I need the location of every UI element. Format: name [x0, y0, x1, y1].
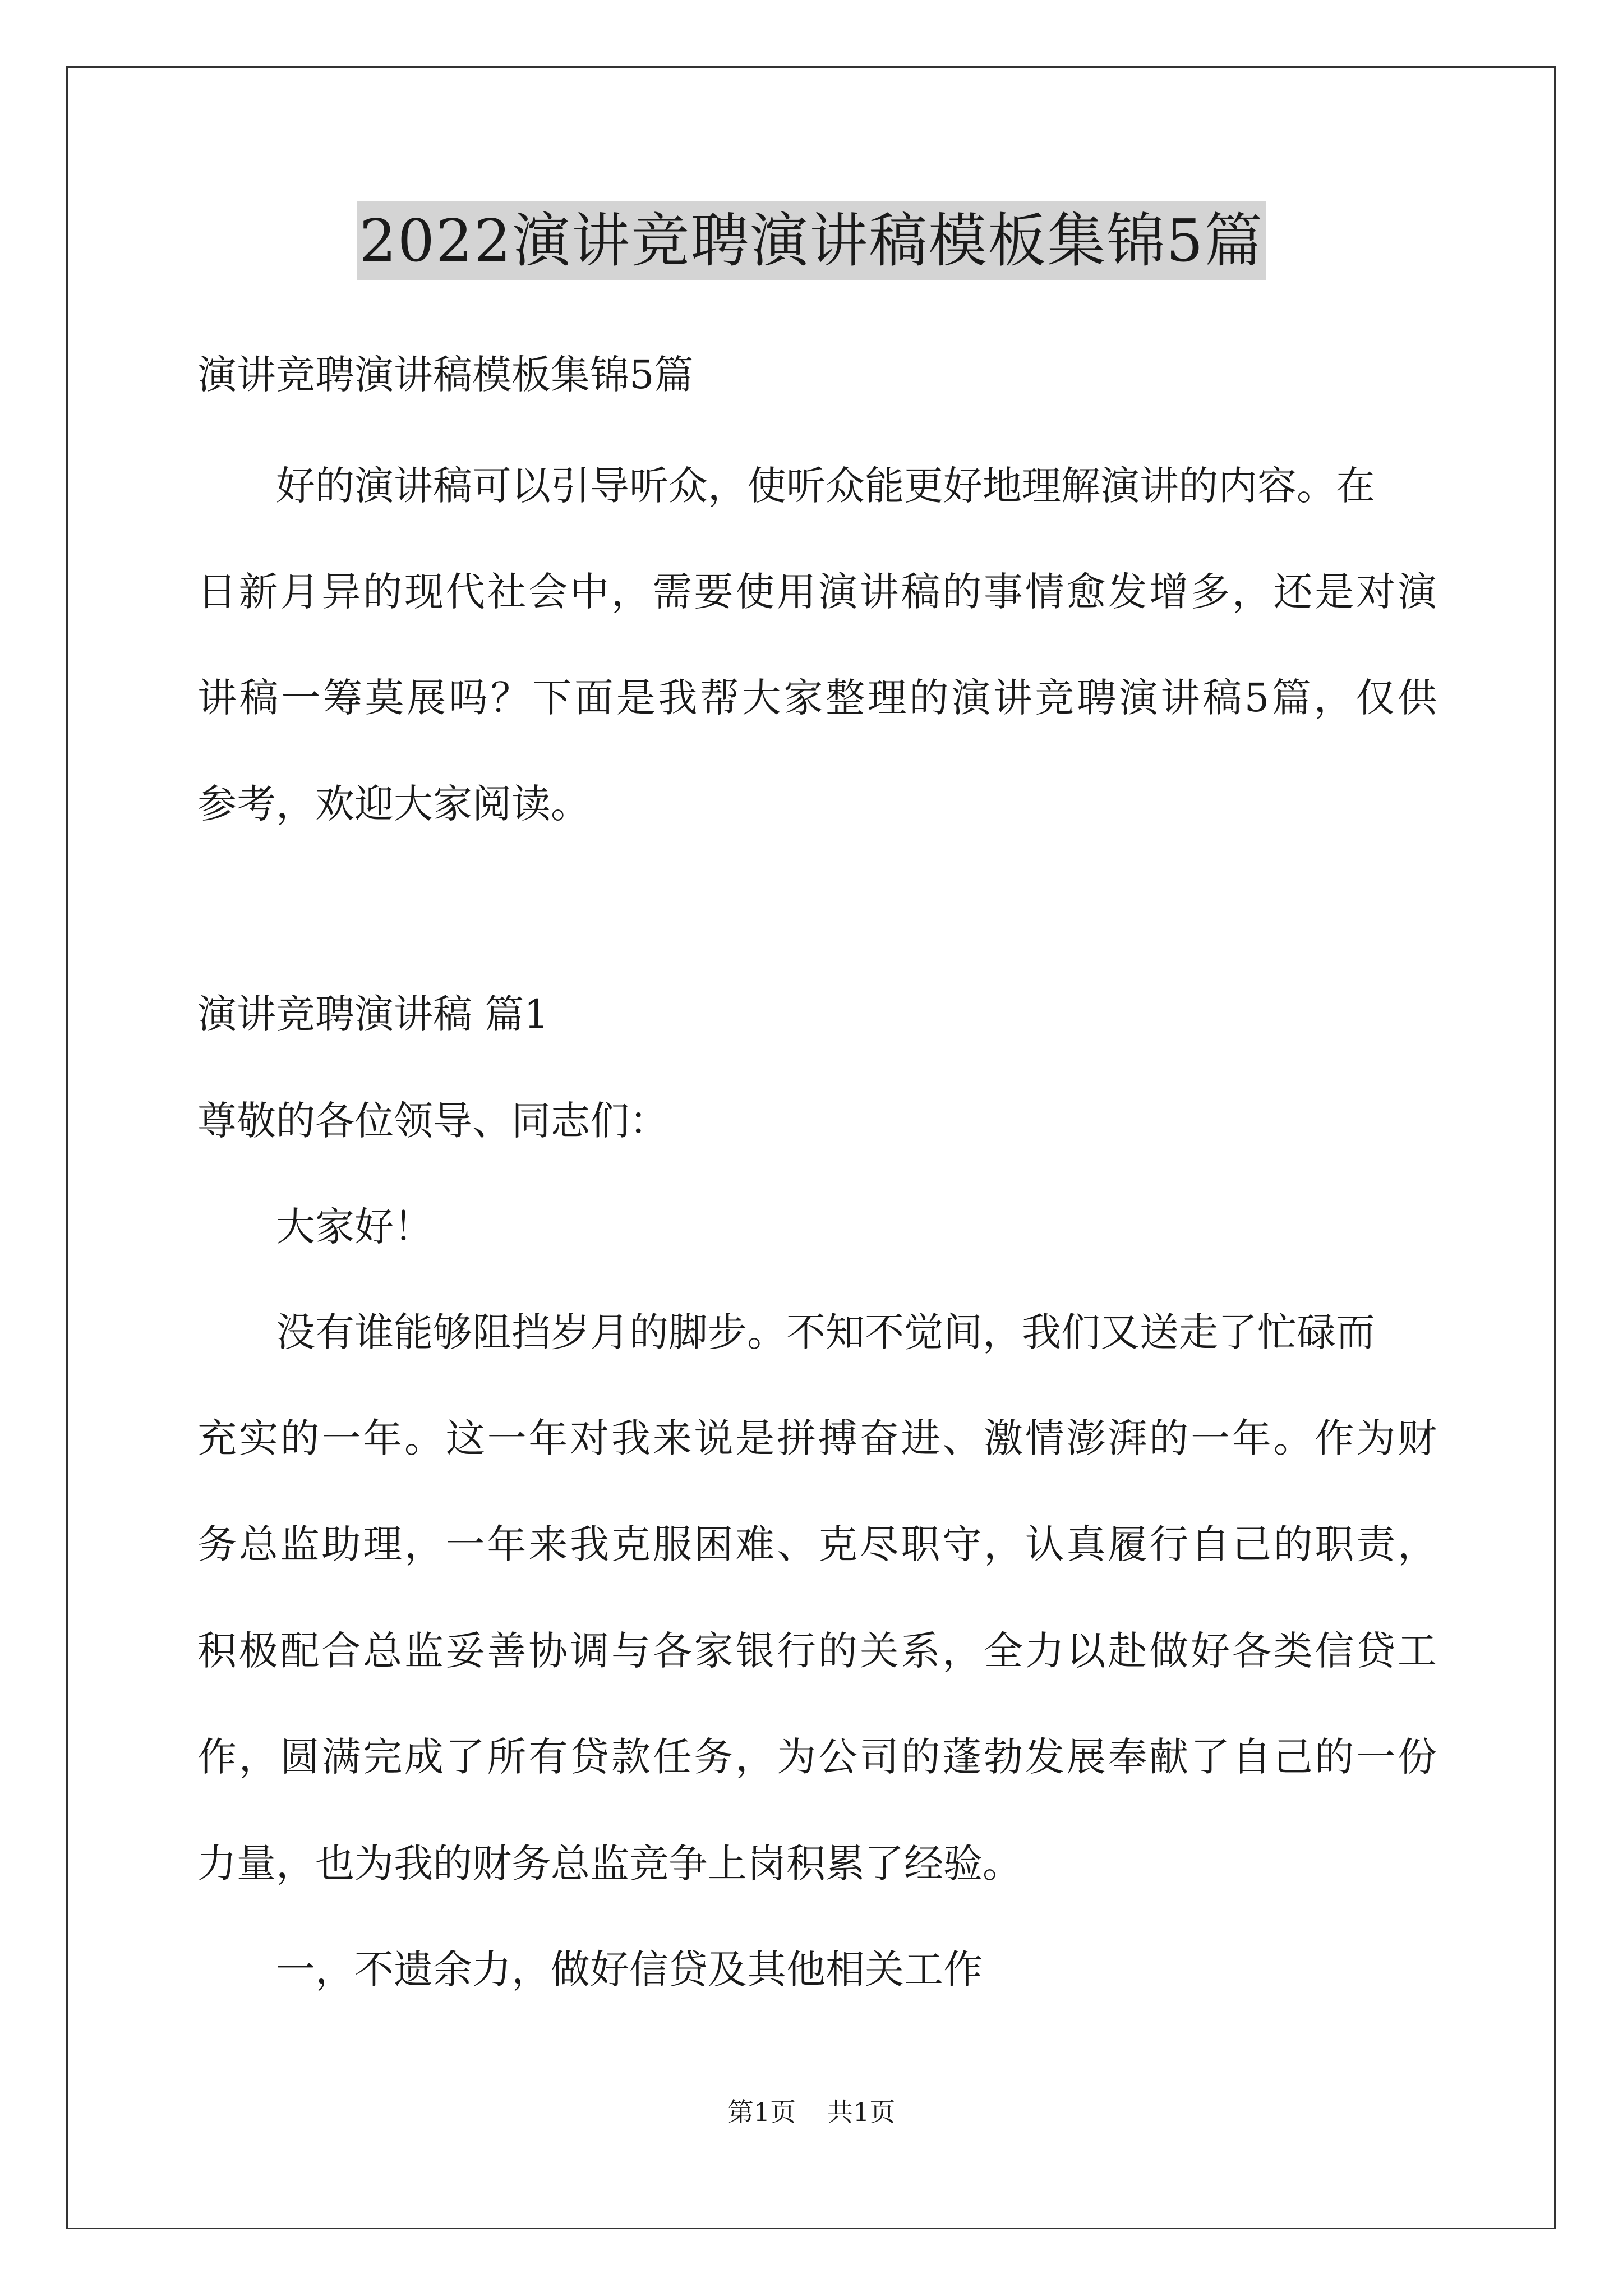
body-line: 务总监助理，一年来我克服困难、克尽职守，认真履行自己的职责， — [197, 1521, 1437, 1567]
salutation: 尊敬的各位领导、同志们： — [197, 1098, 668, 1144]
body-line: 积极配合总监妥善协调与各家银行的关系，全力以赴做好各类信贷工 — [197, 1628, 1437, 1674]
greeting: 大家好！ — [276, 1204, 433, 1250]
intro-line: 参考，欢迎大家阅读。 — [197, 781, 590, 827]
document-title: 2022演讲竞聘演讲稿模板集锦5篇 — [357, 201, 1266, 280]
body-line: 力量，也为我的财务总监竞争上岗积累了经验。 — [197, 1841, 1022, 1887]
body-line: 作，圆满完成了所有贷款任务，为公司的蓬勃发展奉献了自己的一份 — [197, 1734, 1437, 1780]
page-total: 共1页 — [827, 2097, 896, 2127]
page-footer — [0, 2095, 1623, 2129]
body-line: 没有谁能够阻挡岁月的脚步。不知不觉间，我们又送走了忙碌而 — [276, 1309, 1375, 1355]
intro-line: 日新月异的现代社会中，需要使用演讲稿的事情愈发增多，还是对演 — [197, 569, 1437, 615]
intro-line: 好的演讲稿可以引导听众，使听众能更好地理解演讲的内容。在 — [276, 463, 1375, 509]
body-line: 充实的一年。这一年对我来说是拼搏奋进、激情澎湃的一年。作为财 — [197, 1415, 1437, 1461]
page-number: 第1页 — [727, 2097, 796, 2127]
point-heading: 一，不遗余力，做好信贷及其他相关工作 — [276, 1947, 983, 1993]
title-container — [0, 201, 1623, 280]
section-heading: 演讲竞聘演讲稿 篇1 — [197, 991, 549, 1037]
intro-line: 讲稿一筹莫展吗？下面是我帮大家整理的演讲竞聘演讲稿5篇，仅供 — [197, 675, 1437, 721]
document-subtitle: 演讲竞聘演讲稿模板集锦5篇 — [197, 352, 694, 398]
